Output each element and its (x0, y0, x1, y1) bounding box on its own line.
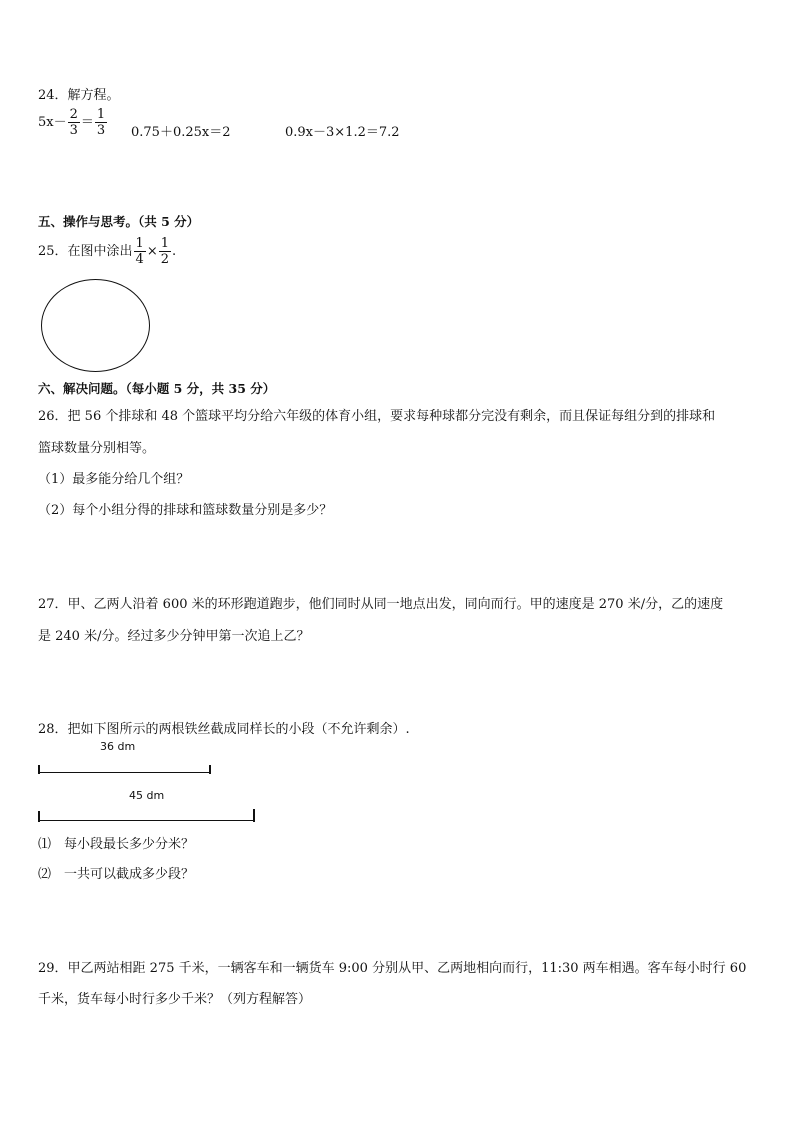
section-6-title: 六、解决问题。（每小题 5 分，共 35 分） (38, 381, 276, 396)
q26-sub-1: （1）最多能分给几个组？ (38, 472, 190, 487)
q26-line-1: 26．把 56 个排球和 48 个篮球平均分给六年级的体育小组，要求每种球都分完没有剩余，而且保证每组分到的排球和 (38, 409, 716, 424)
q27-line-1: 27．甲、乙两人沿着 600 米的环形跑道跑步，他们同时从同一地点出发，同向而行。甲的速度是 270 米/分，乙的速度 (38, 597, 724, 612)
fraction-1-4: $\frac{1}{4}$ (135, 236, 144, 267)
q29-line-1: 29．甲乙两站相距 275 千米，一辆客车和一辆货车 9:00 分别从甲、乙两地相向而行，11:30 两车相遇。客车每小时行 60 (38, 961, 747, 976)
section-5-title: 五、操作与思考。（共 5 分） (38, 214, 200, 229)
q24-equation-1 (38, 107, 108, 138)
q24-equation-3: 0.9x－3×1.2＝7.2 (285, 125, 400, 140)
q27-line-2: 是 240 米/分。经过多少分钟甲第一次追上乙？ (38, 629, 310, 644)
wire-2-tick-right (253, 809, 255, 822)
wire-2-line (38, 820, 254, 821)
times-sign: × (146, 244, 158, 259)
q26-line-2: 篮球数量分别相等。 (38, 441, 156, 456)
q28-sub-2: ⑵ 一共可以截成多少段？ (38, 867, 195, 882)
q25-text (38, 236, 176, 267)
wire-1-tick-left (38, 765, 40, 774)
q24-title: 24．解方程。 (38, 88, 120, 103)
fraction-1-3: $\frac{1}{3}$ (96, 107, 106, 138)
q25-label: 25．在图中涂出 (38, 244, 133, 259)
fraction-2-3: $\frac{2}{3}$ (69, 107, 78, 138)
wire-2-label: 45 dm (129, 789, 165, 802)
q26-sub-2: （2）每个小组分得的排球和篮球数量分别是多少？ (38, 503, 333, 518)
eq1-left: 5x－ (38, 115, 67, 130)
eq1-equals: ＝ (80, 115, 94, 130)
wire-1-label: 36 dm (100, 740, 136, 753)
wire-2-tick-left (38, 811, 40, 822)
q28-text: 28．把如下图所示的两根铁丝截成同样长的小段（不允许剩余）. (38, 722, 410, 737)
wire-1-tick-right (209, 765, 211, 774)
q24-equation-2: 0.75＋0.25x＝2 (131, 125, 231, 140)
circle-shape[interactable] (41, 279, 150, 372)
q25-end: . (172, 244, 177, 259)
q29-line-2: 千米，货车每小时行多少千米？（列方程解答） (38, 992, 312, 1007)
wire-1-line (38, 772, 210, 773)
q28-sub-1: ⑴ 每小段最长多少分米？ (38, 837, 195, 852)
fraction-1-2: $\frac{1}{2}$ (160, 236, 170, 267)
